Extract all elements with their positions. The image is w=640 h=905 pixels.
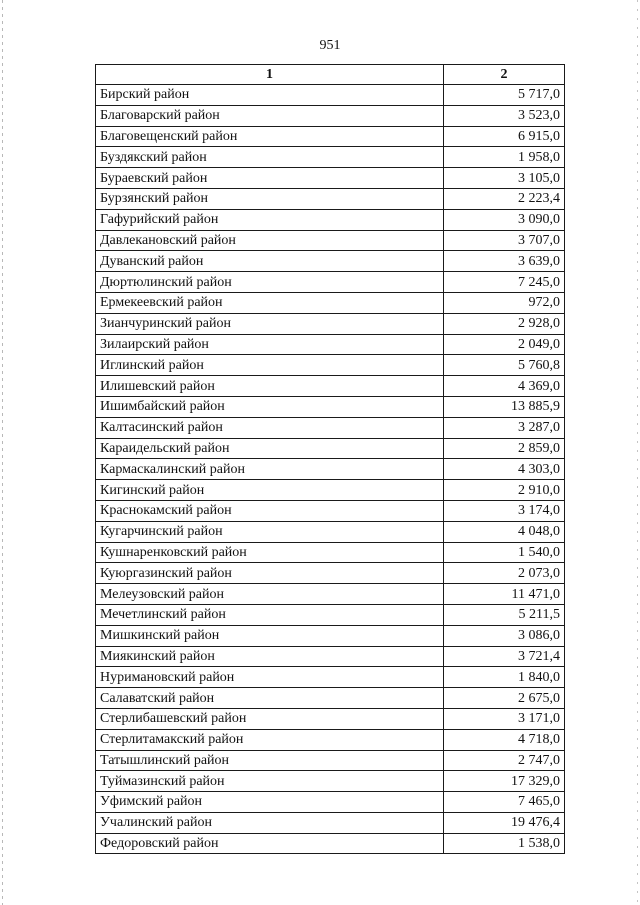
district-name-cell: Бурзянский район	[96, 188, 444, 209]
district-value-cell: 1 540,0	[444, 542, 565, 563]
table-row	[96, 771, 565, 792]
district-name-cell: Бураевский район	[96, 168, 444, 189]
district-value-cell: 972,0	[444, 292, 565, 313]
district-name-cell: Салаватский район	[96, 688, 444, 709]
district-value-cell: 3 105,0	[444, 168, 565, 189]
district-value-cell: 3 287,0	[444, 417, 565, 438]
table-row	[96, 729, 565, 750]
table-header-row	[96, 65, 565, 85]
table-row	[96, 708, 565, 729]
district-value-cell: 3 721,4	[444, 646, 565, 667]
district-value-cell: 6 915,0	[444, 126, 565, 147]
district-value-cell: 2 859,0	[444, 438, 565, 459]
district-value-cell: 5 760,8	[444, 355, 565, 376]
district-name-cell: Ишимбайский район	[96, 396, 444, 417]
district-value-cell: 1 840,0	[444, 667, 565, 688]
column-header-2: 2	[444, 65, 565, 85]
district-value-cell: 3 639,0	[444, 251, 565, 272]
district-name-cell: Стерлитамакский район	[96, 729, 444, 750]
district-value-cell: 17 329,0	[444, 771, 565, 792]
district-name-cell: Дуванский район	[96, 251, 444, 272]
district-name-cell: Кигинский район	[96, 480, 444, 501]
table-row	[96, 688, 565, 709]
district-value-cell: 7 245,0	[444, 272, 565, 293]
district-value-cell: 2 223,4	[444, 188, 565, 209]
table-row	[96, 480, 565, 501]
district-value-cell: 2 049,0	[444, 334, 565, 355]
district-name-cell: Туймазинский район	[96, 771, 444, 792]
district-value-cell: 7 465,0	[444, 792, 565, 813]
district-name-cell: Бирский район	[96, 85, 444, 106]
table-row	[96, 584, 565, 605]
district-name-cell: Зилаирский район	[96, 334, 444, 355]
table-row	[96, 792, 565, 813]
district-table	[95, 64, 565, 854]
table-row	[96, 209, 565, 230]
table-row	[96, 417, 565, 438]
district-value-cell: 4 718,0	[444, 729, 565, 750]
district-name-cell: Дюртюлинский район	[96, 272, 444, 293]
district-value-cell: 19 476,4	[444, 812, 565, 833]
district-value-cell: 1 958,0	[444, 147, 565, 168]
district-value-cell: 3 090,0	[444, 209, 565, 230]
district-value-cell: 2 910,0	[444, 480, 565, 501]
district-name-cell: Калтасинский район	[96, 417, 444, 438]
scan-edge-left	[2, 0, 3, 905]
district-value-cell: 3 171,0	[444, 708, 565, 729]
district-value-cell: 13 885,9	[444, 396, 565, 417]
column-header-1: 1	[96, 65, 444, 85]
district-value-cell: 3 086,0	[444, 625, 565, 646]
district-value-cell: 2 073,0	[444, 563, 565, 584]
district-value-cell: 1 538,0	[444, 833, 565, 854]
table-row	[96, 85, 565, 106]
district-name-cell: Кармаскалинский район	[96, 459, 444, 480]
district-name-cell: Благовещенский район	[96, 126, 444, 147]
district-name-cell: Гафурийский район	[96, 209, 444, 230]
district-name-cell: Благоварский район	[96, 105, 444, 126]
district-name-cell: Стерлибашевский район	[96, 708, 444, 729]
district-value-cell: 5 211,5	[444, 604, 565, 625]
district-value-cell: 4 303,0	[444, 459, 565, 480]
district-name-cell: Илишевский район	[96, 376, 444, 397]
table-row	[96, 334, 565, 355]
table-row	[96, 105, 565, 126]
table-row	[96, 563, 565, 584]
district-value-cell: 4 369,0	[444, 376, 565, 397]
table-row	[96, 625, 565, 646]
district-name-cell: Учалинский район	[96, 812, 444, 833]
district-value-cell: 3 707,0	[444, 230, 565, 251]
district-name-cell: Иглинский район	[96, 355, 444, 376]
table-row	[96, 750, 565, 771]
table-row	[96, 188, 565, 209]
district-name-cell: Куюргазинский район	[96, 563, 444, 584]
table-row	[96, 500, 565, 521]
district-value-cell: 2 928,0	[444, 313, 565, 334]
table-row	[96, 542, 565, 563]
table-row	[96, 812, 565, 833]
district-name-cell: Кугарчинский район	[96, 521, 444, 542]
table-row	[96, 230, 565, 251]
district-value-cell: 2 675,0	[444, 688, 565, 709]
scan-edge-right	[637, 0, 638, 905]
table-row	[96, 272, 565, 293]
table-row	[96, 459, 565, 480]
table-row	[96, 521, 565, 542]
table-row	[96, 396, 565, 417]
district-name-cell: Миякинский район	[96, 646, 444, 667]
table-row	[96, 376, 565, 397]
district-value-cell: 5 717,0	[444, 85, 565, 106]
table-row	[96, 355, 565, 376]
district-name-cell: Краснокамский район	[96, 500, 444, 521]
district-value-cell: 3 174,0	[444, 500, 565, 521]
district-value-cell: 3 523,0	[444, 105, 565, 126]
table-body	[96, 85, 565, 854]
table-row	[96, 313, 565, 334]
district-value-cell: 4 048,0	[444, 521, 565, 542]
table-row	[96, 833, 565, 854]
district-name-cell: Зианчуринский район	[96, 313, 444, 334]
district-value-cell: 11 471,0	[444, 584, 565, 605]
district-name-cell: Давлекановский район	[96, 230, 444, 251]
page-number: 951	[319, 38, 341, 53]
district-name-cell: Нуримановский район	[96, 667, 444, 688]
table-row	[96, 126, 565, 147]
district-name-cell: Ермекеевский район	[96, 292, 444, 313]
district-name-cell: Федоровский район	[96, 833, 444, 854]
table-row	[96, 251, 565, 272]
district-name-cell: Татышлинский район	[96, 750, 444, 771]
district-name-cell: Мелеузовский район	[96, 584, 444, 605]
district-value-cell: 2 747,0	[444, 750, 565, 771]
district-name-cell: Кушнаренковский район	[96, 542, 444, 563]
table-row	[96, 646, 565, 667]
table-row	[96, 604, 565, 625]
district-name-cell: Мишкинский район	[96, 625, 444, 646]
district-name-cell: Буздякский район	[96, 147, 444, 168]
table-row	[96, 667, 565, 688]
district-name-cell: Уфимский район	[96, 792, 444, 813]
table-row	[96, 168, 565, 189]
table-row	[96, 292, 565, 313]
district-name-cell: Караидельский район	[96, 438, 444, 459]
table-row	[96, 438, 565, 459]
district-name-cell: Мечетлинский район	[96, 604, 444, 625]
table-row	[96, 147, 565, 168]
